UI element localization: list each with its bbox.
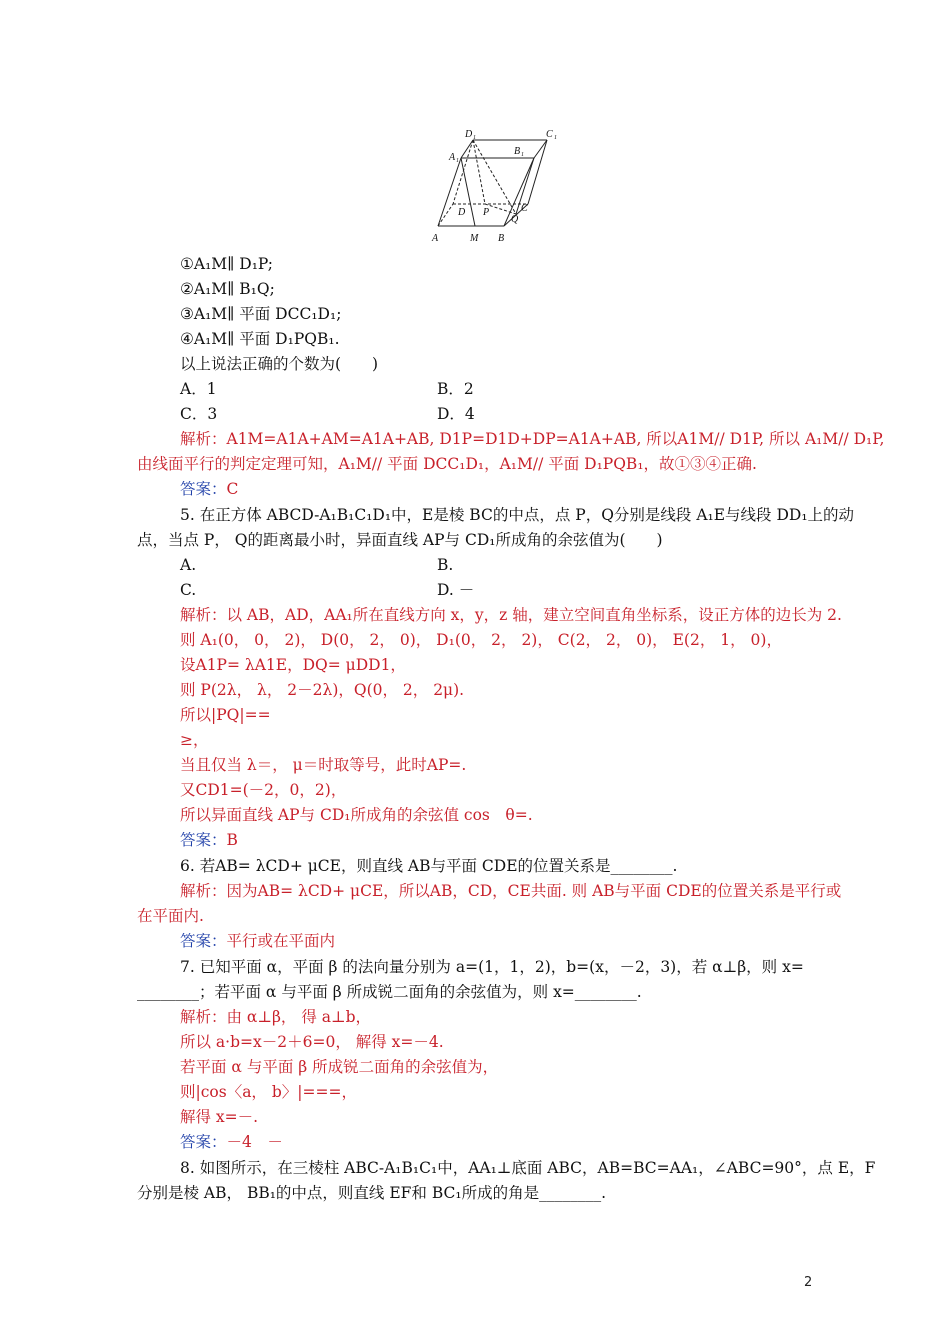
label-a: A [432,233,439,244]
q5-solution-line-9: 所以异面直线 AP与 CD₁所成角的余弦值 cos θ=. [180,806,533,824]
q7-stem-line-2: ________；若平面 α 与平面 β 所成锐二面角的余弦值为，则 x=________. [137,983,642,1001]
q7-solution-line-4: 则|cos〈a， b〉|===， [180,1083,357,1101]
q5-solution-line-2: 则 A₁(0， 0， 2)， D(0， 2， 0)， D₁(0， 2， 2)， C(2， 2， 0)， E(2， 1， 0)， [180,631,782,649]
label-p: P [483,207,490,218]
q5-choice-d: D. － [437,581,475,599]
q5-solution-line-5: 所以|PQ|== [180,706,271,724]
answer-value: －4 － [226,1133,283,1151]
label-d1-sub: 1 [473,135,476,141]
q5-solution-line-4: 则 P(2λ， λ， 2－2λ)，Q(0， 2， 2μ). [180,681,465,699]
q4-choice-c: C．3 [180,405,218,423]
q4-option-1: ①A₁M∥ D₁P; [180,255,273,273]
q7-answer [0,1131,950,1153]
q4-option-4: ④A₁M∥ 平面 D₁PQB₁. [180,330,340,348]
answer-label: 答案： [180,831,227,849]
q5-solution-line-8: 又CD1=(－2，0，2)， [180,781,347,799]
q4-choice-d: D．4 [437,405,475,423]
q4-solution-line-2: 由线面平行的判定定理可知，A₁M// 平面 DCC₁D₁，A₁M// 平面 D₁PQB₁，故①③④正确. [137,455,757,473]
q5-choice-b: B. [437,556,454,574]
parallelepiped-figure [425,126,560,248]
q7-solution-line-2: 所以 a·b=x－2＋6=0， 解得 x=－4. [180,1033,444,1051]
q4-answer [0,478,950,500]
q6-stem: 6. 若AB= λCD+ μCE，则直线 AB与平面 CDE的位置关系是________. [180,857,678,875]
q6-answer [0,930,950,952]
label-c: C [521,203,528,214]
page-number: 2 [804,1275,813,1290]
label-c1-sub: 1 [554,135,557,141]
q4-solution-line-1: 解析：A1M=A1A+AM=A1A+AB, D1P=D1D+DP=A1A+AB, 所以A1M// D1P, 所以 A₁M// D₁P, [180,430,885,448]
label-d1: D [465,129,473,140]
label-b1-sub: 1 [521,152,524,158]
q8-stem-line-2: 分别是棱 AB， BB₁的中点，则直线 EF和 BC₁所成的角是________. [137,1184,607,1202]
q5-answer [0,829,950,851]
q7-stem-line-1: 7. 已知平面 α，平面 β 的法向量分别为 a=(1，1，2)，b=(x，－2，3)，若 α⊥β，则 x= [180,958,804,976]
label-q: Q [511,214,519,225]
answer-value: B [226,831,238,849]
label-b1: B [514,146,521,157]
q7-solution-line-3: 若平面 α 与平面 β 所成锐二面角的余弦值为， [180,1058,499,1076]
q4-option-3: ③A₁M∥ 平面 DCC₁D₁; [180,305,342,323]
q5-solution-line-3: 设A1P= λA1E，DQ= μDD1， [180,656,406,674]
q6-solution-line-1: 解析：因为AB= λCD+ μCE，所以AB，CD，CE共面. 则 AB与平面 CDE的位置关系是平行或 [180,882,842,900]
q4-prompt: 以上说法正确的个数为( ) [180,355,379,373]
q5-stem-line-2: 点，当点 P， Q的距离最小时，异面直线 AP与 CD₁所成角的余弦值为( ) [137,531,663,549]
q4-choice-b: B．2 [437,380,474,398]
answer-label: 答案： [180,480,227,498]
label-c1: C [546,129,553,140]
q7-solution-line-5: 解得 x=－. [180,1108,259,1126]
answer-label: 答案： [180,1133,227,1151]
label-a1-sub: 1 [456,158,459,164]
q4-choice-a: A．1 [180,380,217,398]
label-b: B [498,233,505,244]
answer-label: 答案： [180,932,227,950]
q5-choice-a: A. [180,556,197,574]
label-d: D [458,207,466,218]
answer-value: 平行或在平面内 [226,932,336,950]
q6-solution-line-2: 在平面内. [137,907,204,925]
q5-solution-line-6: ≥， [180,731,209,749]
q8-stem-line-1: 8. 如图所示，在三棱柱 ABC-A₁B₁C₁中，AA₁⊥底面 ABC，AB=BC=AA₁，∠ABC=90°，点 E，F [180,1159,876,1177]
q5-choice-c: C. [180,581,197,599]
q4-option-2: ②A₁M∥ B₁Q; [180,280,275,298]
answer-value: C [226,480,239,498]
q5-stem-line-1: 5. 在正方体 ABCD-A₁B₁C₁D₁中，E是棱 BC的中点，点 P，Q分别是线段 A₁E与线段 DD₁上的动 [180,506,855,524]
label-m: M [470,233,479,244]
q5-solution-line-1: 解析：以 AB，AD，AA₁所在直线方向 x，y，z 轴，建立空间直角坐标系，设正方体的边长为 2. [180,606,842,624]
label-a1: A [449,152,456,163]
q7-solution-line-1: 解析：由 α⊥β， 得 a⊥b， [180,1008,372,1026]
q5-solution-line-7: 当且仅当 λ＝， μ＝时取等号，此时AP=. [180,756,467,774]
